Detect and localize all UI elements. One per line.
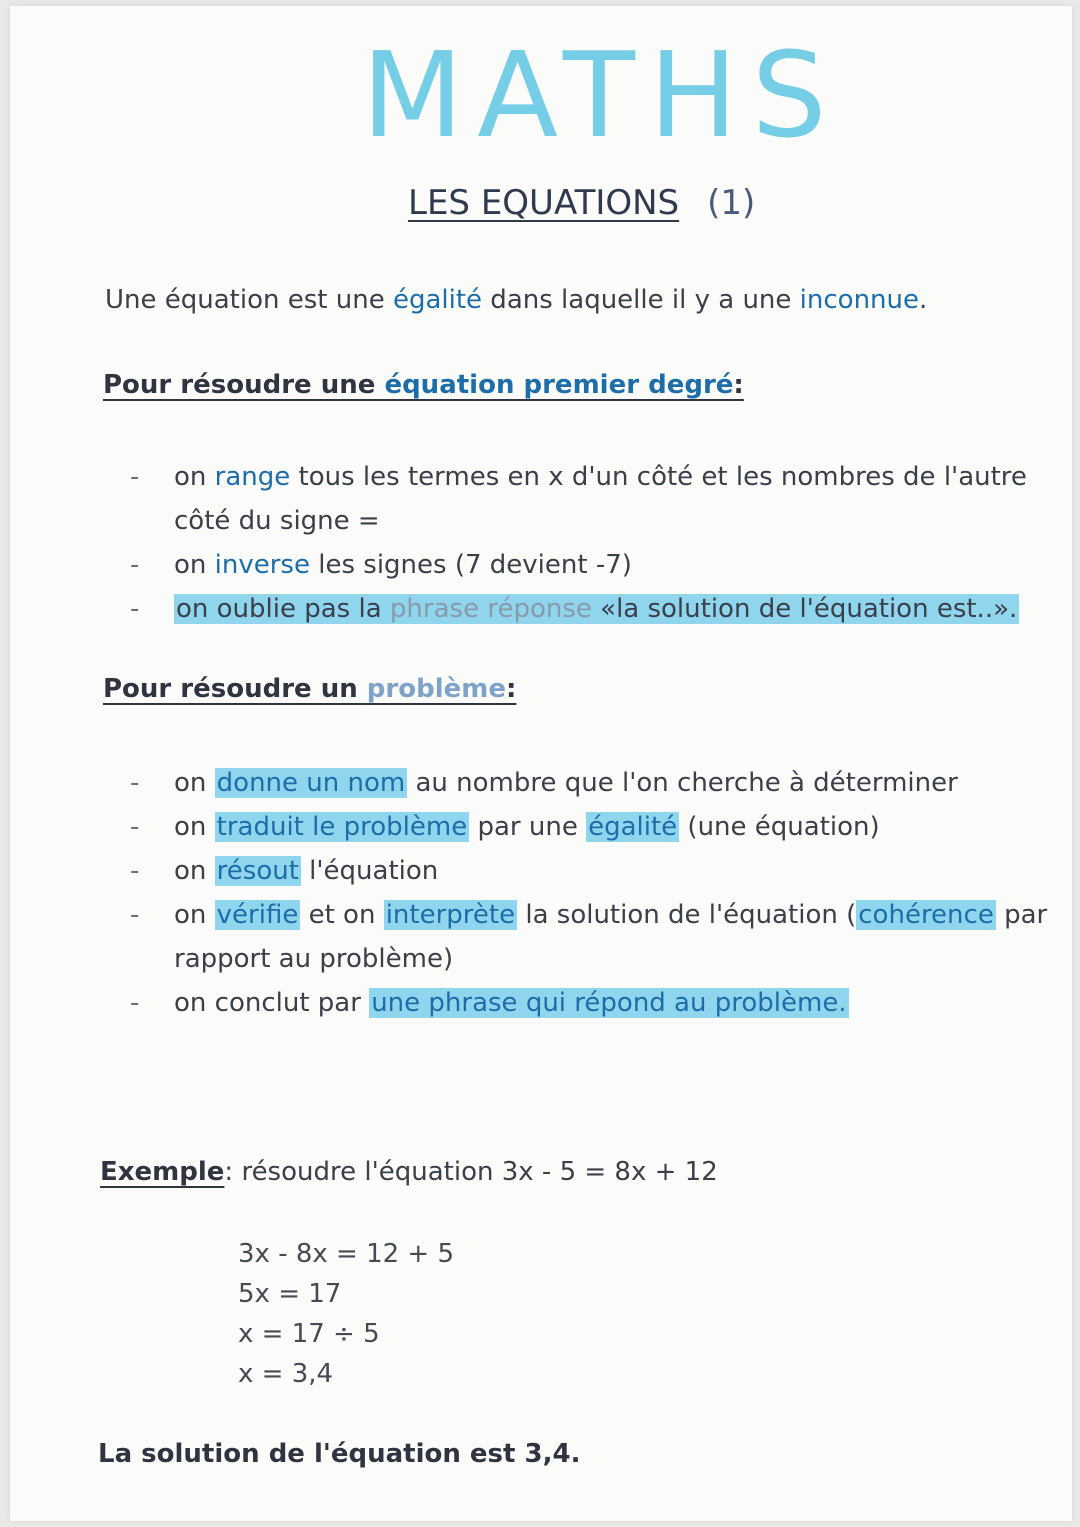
item-term: cohérence xyxy=(858,900,994,930)
definition-text: Une équation est une xyxy=(105,285,393,315)
bullet-dash: - xyxy=(130,856,140,886)
list-item-continuation: rapport au problème) xyxy=(174,944,454,974)
list-item xyxy=(130,762,958,805)
item-text: on xyxy=(174,550,215,580)
item-text: par xyxy=(995,900,1048,930)
subtitle-text: LES EQUATIONS xyxy=(408,183,680,223)
section-heading-probleme xyxy=(103,674,516,704)
list-item xyxy=(130,894,1047,937)
item-text: on xyxy=(174,768,215,798)
item-text: par une xyxy=(469,812,587,842)
definition-text: dans laquelle il y a une xyxy=(482,285,800,315)
item-text: l'équation xyxy=(300,856,439,886)
lesson-subtitle xyxy=(408,178,755,228)
bullet-dash: - xyxy=(130,900,140,930)
heading-colon: : xyxy=(505,674,517,704)
bullet-dash: - xyxy=(130,768,140,798)
equation-step: 5x = 17 xyxy=(238,1279,342,1309)
item-term: range xyxy=(214,462,291,492)
term-inconnue: inconnue xyxy=(799,285,920,315)
term-egalite: égalité xyxy=(392,285,483,315)
item-text: au nombre que l'on cherche à déterminer xyxy=(407,768,958,798)
item-term: une phrase qui répond au problème. xyxy=(371,988,847,1018)
item-term: phrase réponse xyxy=(389,594,592,624)
item-text: on xyxy=(174,462,215,492)
list-item xyxy=(130,806,880,849)
definition xyxy=(105,280,927,320)
item-term: traduit le problème xyxy=(216,812,468,842)
heading-term: équation premier degré xyxy=(384,370,734,400)
lesson-number: (1) xyxy=(707,183,756,223)
list-item-continuation: côté du signe = xyxy=(174,506,380,536)
bullet-dash: - xyxy=(130,594,140,624)
heading-text: Pour résoudre un xyxy=(103,674,367,704)
example-statement xyxy=(100,1152,718,1192)
item-term: vérifie xyxy=(216,900,299,930)
equation-step: 3x - 8x = 12 + 5 xyxy=(238,1239,455,1269)
item-text: et on xyxy=(300,900,384,930)
equation-step: x = 3,4 xyxy=(238,1359,334,1389)
item-text: les signes (7 devient -7) xyxy=(309,550,632,580)
item-term: donne un nom xyxy=(216,768,406,798)
item-term: interprète xyxy=(385,900,516,930)
list-item xyxy=(130,588,1019,631)
bullet-dash: - xyxy=(130,812,140,842)
heading-term: problème xyxy=(366,674,506,704)
item-text: on conclut par xyxy=(174,988,370,1018)
item-term: inverse xyxy=(214,550,310,580)
notebook-page xyxy=(10,6,1072,1521)
example-text: : résoudre l'équation 3x - 5 = 8x + 12 xyxy=(224,1157,718,1187)
bullet-dash: - xyxy=(130,462,140,492)
item-term: égalité xyxy=(588,812,678,842)
item-text: tous les termes en x d'un côté et les nombres de l'autre xyxy=(290,462,1027,492)
page-title: MATHS xyxy=(361,26,841,164)
item-text: on oublie pas la xyxy=(176,594,390,624)
list-item xyxy=(130,456,1027,499)
heading-text: Pour résoudre une xyxy=(103,370,385,400)
list-item xyxy=(130,544,632,587)
definition-text: . xyxy=(919,285,928,315)
equation-step: x = 17 ÷ 5 xyxy=(238,1319,380,1349)
list-item xyxy=(130,850,438,893)
item-text: la solution de l'équation ( xyxy=(517,900,857,930)
example-label: Exemple xyxy=(100,1157,225,1187)
item-term: résout xyxy=(216,856,299,886)
item-text: on xyxy=(174,856,215,886)
example-conclusion: La solution de l'équation est 3,4. xyxy=(98,1439,581,1469)
heading-colon: : xyxy=(733,370,744,400)
bullet-dash: - xyxy=(130,988,140,1018)
list-item xyxy=(130,982,849,1025)
item-text: on xyxy=(174,900,215,930)
item-text: «la solution de l'équation est..». xyxy=(591,594,1018,624)
section-heading-equation xyxy=(103,370,744,400)
item-text: on xyxy=(174,812,215,842)
bullet-dash: - xyxy=(130,550,140,580)
item-text: (une équation) xyxy=(679,812,880,842)
